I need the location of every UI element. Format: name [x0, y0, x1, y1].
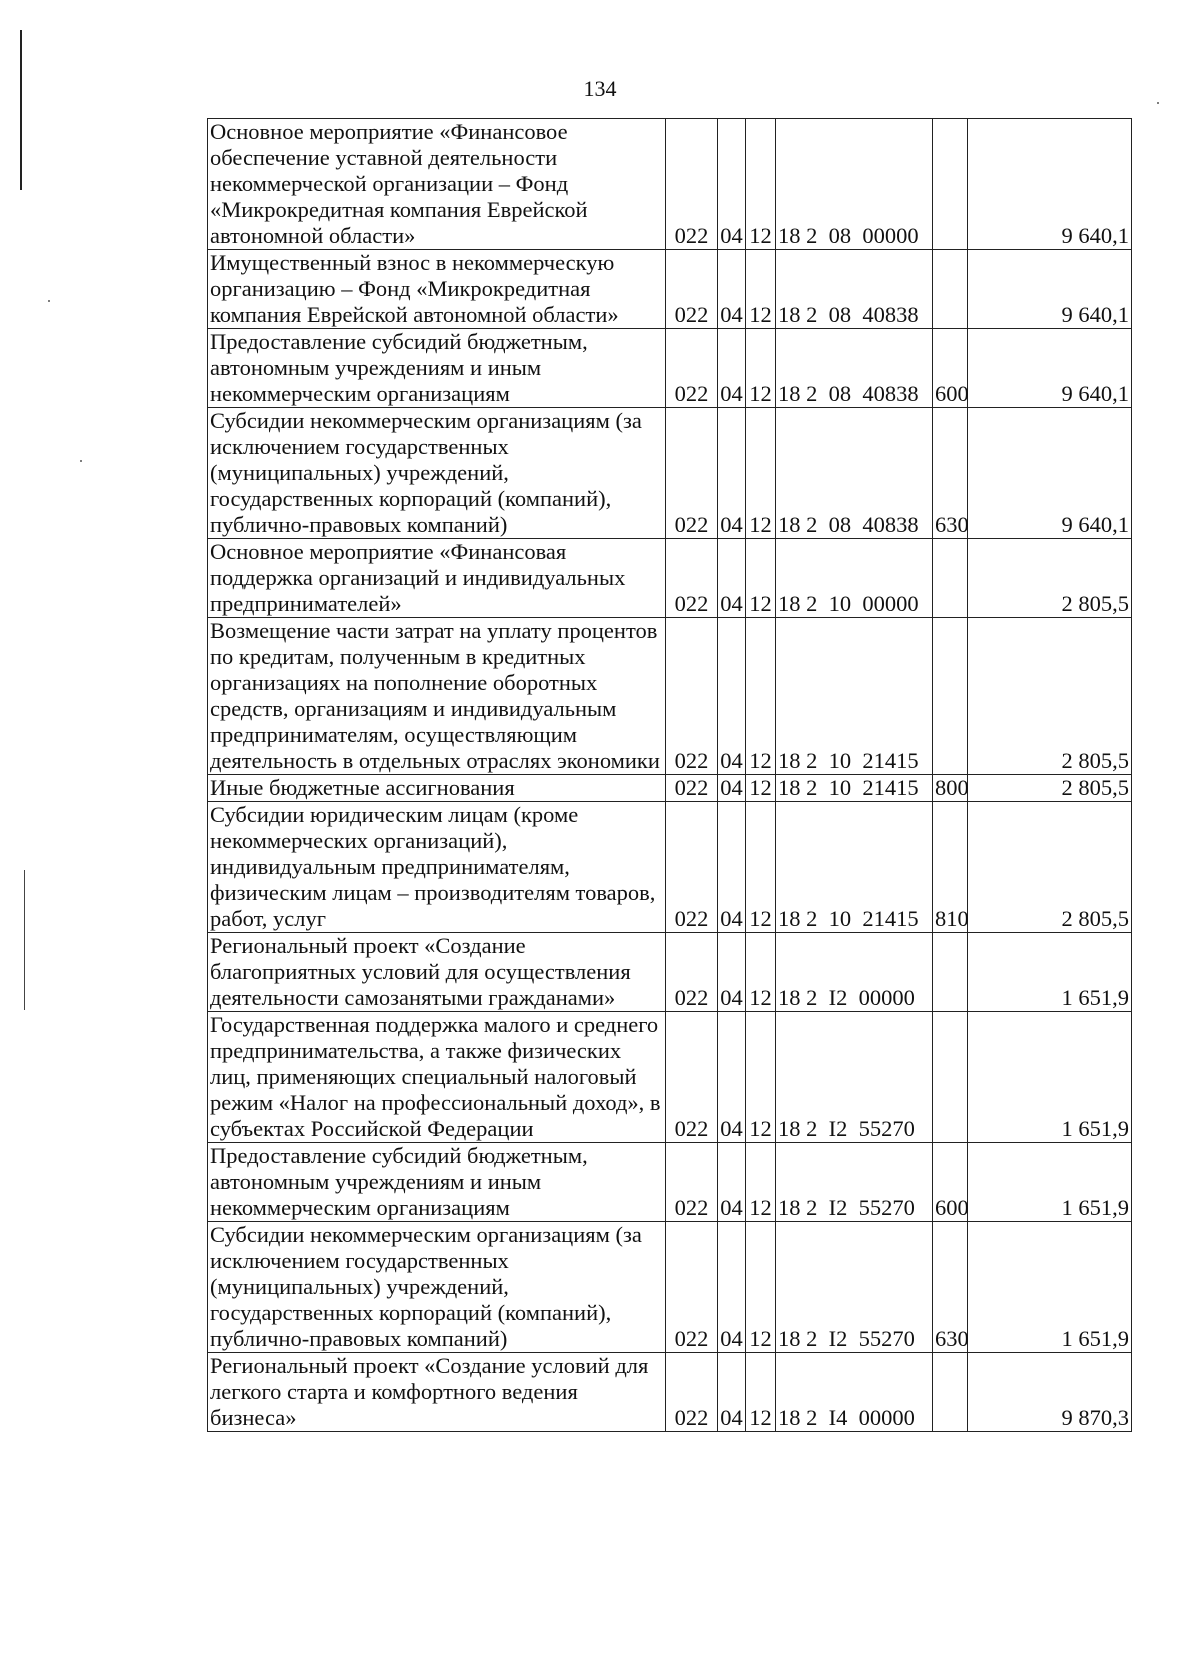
- expense-type-cell: 800: [933, 775, 968, 802]
- expense-type-cell: [933, 1353, 968, 1432]
- ministry-code-cell: 022: [666, 775, 718, 802]
- budget-table: [207, 118, 1132, 1432]
- section-code-cell: 04: [718, 1012, 746, 1143]
- section-code-cell: 04: [718, 1353, 746, 1432]
- row-name-cell: Государственная поддержка малого и среднего предпринимательства, а также физических лиц, применяющих специальный налоговый режим «Налог на профессиональный доход», в субъектах Российской Федерации: [208, 1012, 666, 1143]
- ministry-code-cell: 022: [666, 618, 718, 775]
- amount-cell: 1 651,9: [968, 1012, 1132, 1143]
- row-name-cell: Иные бюджетные ассигнования: [208, 775, 666, 802]
- amount-cell: 9 640,1: [968, 408, 1132, 539]
- expense-type-cell: 600: [933, 329, 968, 408]
- subsection-code-cell: 12: [746, 1353, 776, 1432]
- table-row: [208, 618, 1132, 775]
- target-article-cell: 18 2 I2 55270: [776, 1222, 933, 1353]
- section-code-cell: 04: [718, 539, 746, 618]
- target-article-cell: 18 2 08 00000: [776, 119, 933, 250]
- section-code-cell: 04: [718, 802, 746, 933]
- target-article-cell: 18 2 I2 55270: [776, 1012, 933, 1143]
- table-row: [208, 1222, 1132, 1353]
- section-code-cell: 04: [718, 329, 746, 408]
- target-article-cell: 18 2 10 21415: [776, 775, 933, 802]
- section-code-cell: 04: [718, 933, 746, 1012]
- scan-speck: [1157, 102, 1159, 104]
- table-row: [208, 119, 1132, 250]
- subsection-code-cell: 12: [746, 408, 776, 539]
- amount-cell: 1 651,9: [968, 933, 1132, 1012]
- row-name-cell: Предоставление субсидий бюджетным, автономным учреждениям и иным некоммерческим организациям: [208, 1143, 666, 1222]
- section-code-cell: 04: [718, 618, 746, 775]
- target-article-cell: 18 2 08 40838: [776, 250, 933, 329]
- page-number: 134: [583, 76, 617, 101]
- subsection-code-cell: 12: [746, 329, 776, 408]
- row-name-cell: Субсидии юридическим лицам (кроме некоммерческих организаций), индивидуальным предпринимателям, физическим лицам – производителям товаров, работ, услуг: [208, 802, 666, 933]
- ministry-code-cell: 022: [666, 250, 718, 329]
- ministry-code-cell: 022: [666, 933, 718, 1012]
- table-row: [208, 933, 1132, 1012]
- row-name-cell: Субсидии некоммерческим организациям (за исключением государственных (муниципальных) учреждений, государственных корпораций (компаний), публично-правовых компаний): [208, 408, 666, 539]
- table-row: [208, 775, 1132, 802]
- subsection-code-cell: 12: [746, 119, 776, 250]
- scan-margin-rule: [20, 30, 22, 190]
- scan-speck: [80, 460, 82, 462]
- section-code-cell: 04: [718, 408, 746, 539]
- scan-speck: [48, 300, 50, 302]
- section-code-cell: 04: [718, 775, 746, 802]
- table-row: [208, 408, 1132, 539]
- section-code-cell: 04: [718, 119, 746, 250]
- amount-cell: 2 805,5: [968, 618, 1132, 775]
- amount-cell: 9 640,1: [968, 329, 1132, 408]
- ministry-code-cell: 022: [666, 539, 718, 618]
- amount-cell: 9 870,3: [968, 1353, 1132, 1432]
- expense-type-cell: [933, 1012, 968, 1143]
- amount-cell: 1 651,9: [968, 1222, 1132, 1353]
- table-row: [208, 802, 1132, 933]
- ministry-code-cell: 022: [666, 1012, 718, 1143]
- row-name-cell: Региональный проект «Создание условий для легкого старта и комфортного ведения бизнеса»: [208, 1353, 666, 1432]
- expense-type-cell: [933, 539, 968, 618]
- subsection-code-cell: 12: [746, 933, 776, 1012]
- row-name-cell: Основное мероприятие «Финансовая поддержка организаций и индивидуальных предпринимателей»: [208, 539, 666, 618]
- table-row: [208, 329, 1132, 408]
- expense-type-cell: 600: [933, 1143, 968, 1222]
- target-article-cell: 18 2 I4 00000: [776, 1353, 933, 1432]
- table-row: [208, 539, 1132, 618]
- section-code-cell: 04: [718, 250, 746, 329]
- target-article-cell: 18 2 I2 00000: [776, 933, 933, 1012]
- ministry-code-cell: 022: [666, 1143, 718, 1222]
- expense-type-cell: 630: [933, 408, 968, 539]
- ministry-code-cell: 022: [666, 802, 718, 933]
- table-row: [208, 1353, 1132, 1432]
- subsection-code-cell: 12: [746, 775, 776, 802]
- subsection-code-cell: 12: [746, 802, 776, 933]
- ministry-code-cell: 022: [666, 329, 718, 408]
- expense-type-cell: [933, 618, 968, 775]
- target-article-cell: 18 2 10 00000: [776, 539, 933, 618]
- row-name-cell: Предоставление субсидий бюджетным, автономным учреждениям и иным некоммерческим организациям: [208, 329, 666, 408]
- subsection-code-cell: 12: [746, 1222, 776, 1353]
- target-article-cell: 18 2 08 40838: [776, 329, 933, 408]
- subsection-code-cell: 12: [746, 250, 776, 329]
- subsection-code-cell: 12: [746, 539, 776, 618]
- row-name-cell: Региональный проект «Создание благоприятных условий для осуществления деятельности самозанятыми гражданами»: [208, 933, 666, 1012]
- table-row: [208, 1143, 1132, 1222]
- subsection-code-cell: 12: [746, 1012, 776, 1143]
- amount-cell: 2 805,5: [968, 775, 1132, 802]
- expense-type-cell: 630: [933, 1222, 968, 1353]
- ministry-code-cell: 022: [666, 1222, 718, 1353]
- amount-cell: 2 805,5: [968, 802, 1132, 933]
- ministry-code-cell: 022: [666, 408, 718, 539]
- ministry-code-cell: 022: [666, 119, 718, 250]
- ministry-code-cell: 022: [666, 1353, 718, 1432]
- subsection-code-cell: 12: [746, 1143, 776, 1222]
- target-article-cell: 18 2 08 40838: [776, 408, 933, 539]
- amount-cell: 9 640,1: [968, 119, 1132, 250]
- row-name-cell: Имущественный взнос в некоммерческую организацию – Фонд «Микрокредитная компания Еврейской автономной области»: [208, 250, 666, 329]
- row-name-cell: Субсидии некоммерческим организациям (за исключением государственных (муниципальных) учреждений, государственных корпораций (компаний), публично-правовых компаний): [208, 1222, 666, 1353]
- subsection-code-cell: 12: [746, 618, 776, 775]
- target-article-cell: 18 2 10 21415: [776, 802, 933, 933]
- expense-type-cell: [933, 250, 968, 329]
- expense-type-cell: [933, 119, 968, 250]
- expense-type-cell: [933, 933, 968, 1012]
- table-row: [208, 1012, 1132, 1143]
- amount-cell: 2 805,5: [968, 539, 1132, 618]
- row-name-cell: Основное мероприятие «Финансовое обеспечение уставной деятельности некоммерческой организации – Фонд «Микрокредитная компания Еврейской автономной области»: [208, 119, 666, 250]
- section-code-cell: 04: [718, 1143, 746, 1222]
- amount-cell: 9 640,1: [968, 250, 1132, 329]
- amount-cell: 1 651,9: [968, 1143, 1132, 1222]
- target-article-cell: 18 2 I2 55270: [776, 1143, 933, 1222]
- target-article-cell: 18 2 10 21415: [776, 618, 933, 775]
- expense-type-cell: 810: [933, 802, 968, 933]
- section-code-cell: 04: [718, 1222, 746, 1353]
- scan-margin-rule: [24, 870, 25, 1010]
- table-row: [208, 250, 1132, 329]
- row-name-cell: Возмещение части затрат на уплату процентов по кредитам, полученным в кредитных организациях на пополнение оборотных средств, организациям и индивидуальным предпринимателям, осуществляющим деятельность в отдельных отраслях экономики: [208, 618, 666, 775]
